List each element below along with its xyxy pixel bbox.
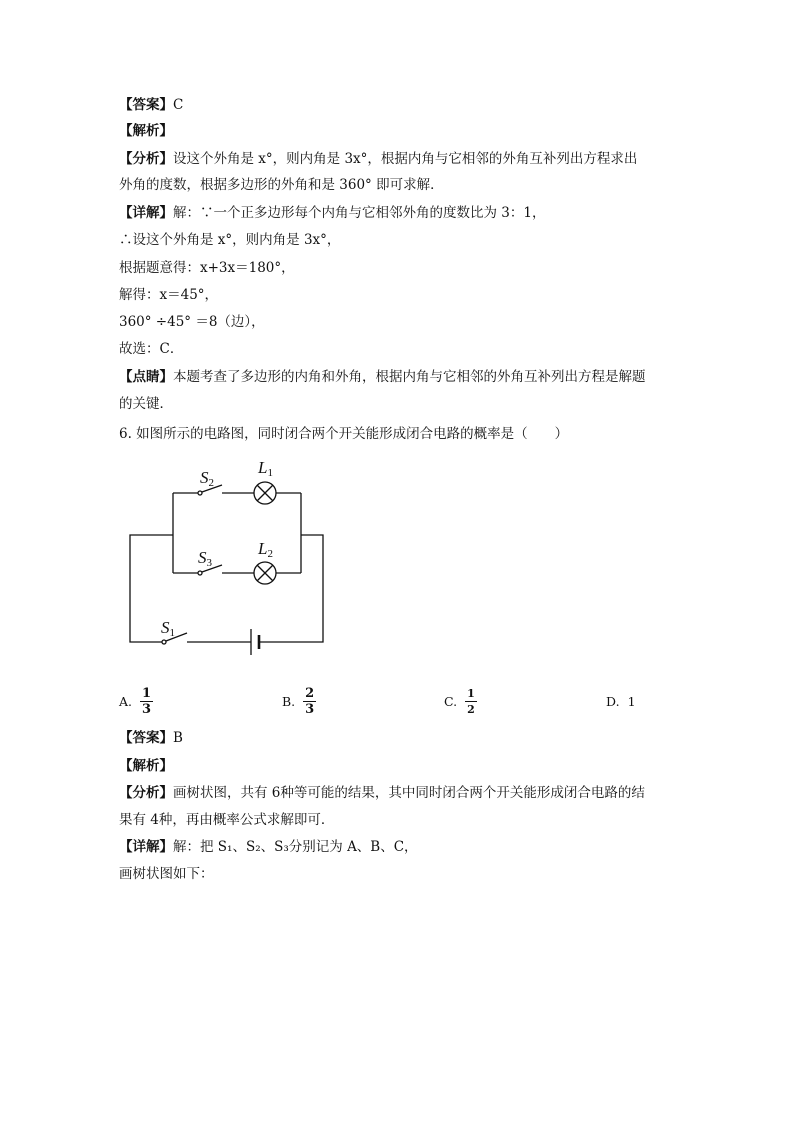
fenxi-text-cont: 外角的度数，根据多边形的外角和是 360° 即可求解． [119, 177, 444, 193]
answer-tag: 【答案】 [119, 730, 173, 746]
q6-fenxi-line-1 [119, 783, 645, 803]
xiangjie-tag: 【详解】 [119, 205, 173, 221]
option-fraction: $\frac{2}{3}$ [305, 685, 315, 717]
lamp-l1-icon [254, 482, 276, 504]
option-value: 1 [627, 693, 636, 709]
answer-value: C [173, 97, 184, 113]
label-l1: L1 [258, 458, 273, 479]
q5-step-1: ∴设这个外角是 x°，则内角是 3x°， [119, 232, 341, 248]
label-s2: S2 [200, 468, 214, 489]
xiangjie-tag: 【详解】 [119, 839, 173, 855]
label-s3: S3 [198, 548, 212, 569]
q5-step-2: 根据题意得：x+3x＝180°， [119, 260, 295, 276]
option-b[interactable] [282, 681, 316, 721]
q5-step-3: 解得：x＝45°， [119, 287, 219, 303]
q5-dianjing-line-1 [119, 367, 646, 387]
q5-step-5: 故选：C． [119, 341, 184, 357]
option-d[interactable] [606, 681, 636, 721]
lamp-l2-icon [254, 562, 276, 584]
label-s1: S1 [161, 618, 175, 639]
option-letter: C. [444, 693, 458, 709]
xiangjie-text: 解：把 S₁、S₂、S₃分别记为 A、B、C， [173, 839, 418, 855]
circuit-wire-right [265, 535, 323, 642]
q5-dianjing-line-2: 的关键． [119, 396, 173, 412]
battery-icon [251, 629, 259, 655]
dianjing-text: 本题考查了多边形的内角和外角，根据内角与它相邻的外角互补列出方程是解题 [173, 369, 646, 385]
q6-stem: 6. 如图所示的电路图，同时闭合两个开关能形成闭合电路的概率是（ ） [119, 426, 569, 442]
q6-xiangjie-line [119, 837, 418, 857]
q6-tree-line: 画树状图如下： [119, 866, 214, 882]
analysis-tag: 【解析】 [119, 758, 173, 774]
circuit-diagram [118, 452, 328, 662]
option-a[interactable] [119, 681, 153, 721]
q5-answer-line [119, 95, 183, 115]
answer-tag: 【答案】 [119, 97, 173, 113]
q5-step-4: 360° ÷45° ＝8（边）， [119, 314, 265, 330]
q6-answer-line [119, 728, 183, 748]
q5-xiangjie-line [119, 203, 545, 223]
q5-fenxi-line-2 [119, 175, 444, 195]
answer-value: B [173, 730, 183, 746]
fenxi-text: 设这个外角是 x°，则内角是 3x°，根据内角与它相邻的外角互补列出方程求出 [173, 151, 638, 167]
option-fraction: $\frac{1}{3}$ [142, 685, 152, 717]
option-c[interactable] [444, 681, 477, 721]
fenxi-text: 画树状图，共有 6种等可能的结果，其中同时闭合两个开关能形成闭合电路的结 [173, 785, 645, 801]
option-letter: B. [282, 693, 296, 709]
q6-analysis-heading [119, 756, 173, 776]
xiangjie-text: 解：∵一个正多边形每个内角与它相邻外角的度数比为 3：1， [173, 205, 546, 221]
q5-fenxi-line-1 [119, 149, 637, 169]
option-letter: D. [606, 693, 620, 709]
dianjing-tag: 【点睛】 [119, 369, 173, 385]
option-letter: A. [119, 693, 133, 709]
label-l2: L2 [258, 539, 273, 560]
fenxi-tag: 【分析】 [119, 785, 173, 801]
analysis-tag: 【解析】 [119, 123, 173, 139]
q6-fenxi-line-2: 果有 4种，再由概率公式求解即可． [119, 812, 335, 828]
fenxi-tag: 【分析】 [119, 151, 173, 167]
q5-analysis-heading [119, 121, 173, 141]
option-fraction: $\frac{1}{2}$ [467, 686, 475, 716]
